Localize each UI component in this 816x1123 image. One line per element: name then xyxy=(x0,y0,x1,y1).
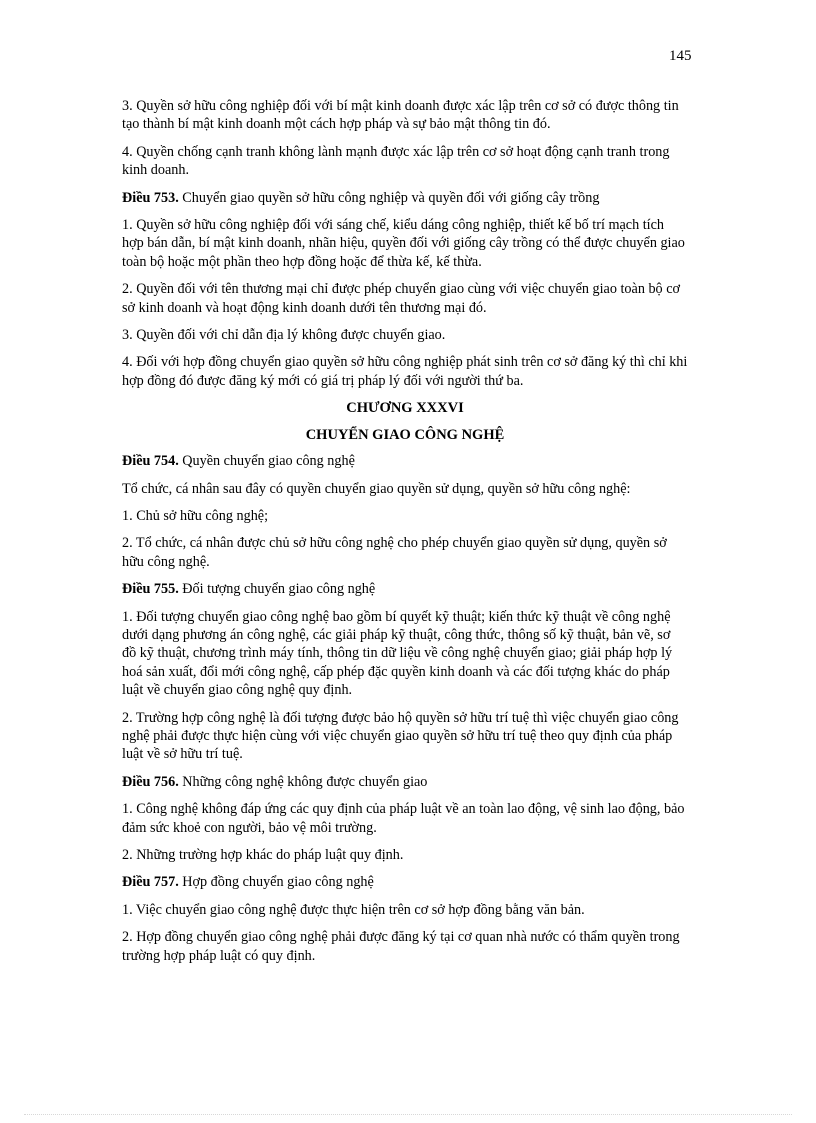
paragraph: 1. Việc chuyển giao công nghệ được thực hiện trên cơ sở hợp đồng bằng văn bản. xyxy=(122,901,585,918)
page-bottom-divider xyxy=(24,1114,792,1115)
article-number: Điều 757. xyxy=(122,874,179,891)
article-title: Những công nghệ không được chuyển giao xyxy=(182,773,428,790)
paragraph: 4. Đối với hợp đồng chuyển giao quyền sở hữu công nghiệp phát sinh trên cơ sở đăng ký thì chỉ khi hợp đồng đó được đăng ký mới có giá trị pháp lý đối với người thứ ba. xyxy=(122,354,688,389)
paragraph: 1. Đối tượng chuyển giao công nghệ bao gồm bí quyết kỹ thuật; kiến thức kỹ thuật về công nghệ dưới dạng phương án công nghệ, các giải pháp kỹ thuật, công thức, thông số kỹ thuật, bản vẽ, sơ đồ kỹ thuật, chương trình máy tính, thông tin dữ liệu về công nghệ chuyển giao; giải pháp hợp lý hoá sản xuất, đổi mới công nghệ, cấp phép đặc quyền kinh doanh và các đối tượng khác do pháp luật về chuyển giao công nghệ quy định. xyxy=(122,608,673,699)
paragraph: 2. Hợp đồng chuyển giao công nghệ phải được đăng ký tại cơ quan nhà nước có thẩm quyền trong trường hợp pháp luật có quy định. xyxy=(122,929,680,964)
article-number: Điều 754. xyxy=(122,453,179,470)
article-number: Điều 753. xyxy=(122,189,179,206)
article-number: Điều 756. xyxy=(122,773,179,790)
article-heading xyxy=(122,580,688,598)
article-heading xyxy=(122,452,688,470)
document-body xyxy=(122,97,688,974)
chapter-title: CHUYỂN GIAO CÔNG NGHỆ xyxy=(305,426,505,443)
article-heading xyxy=(122,189,688,207)
paragraph: 2. Những trường hợp khác do pháp luật quy định. xyxy=(122,847,404,863)
paragraph: 2. Trường hợp công nghệ là đối tượng được bảo hộ quyền sở hữu trí tuệ thì việc chuyển giao công nghệ phải được thực hiện cùng với việc chuyển giao quyền sở hữu trí tuệ theo quy định của pháp luật về sở hữu trí tuệ. xyxy=(122,709,679,763)
paragraph: 1. Chủ sở hữu công nghệ; xyxy=(122,507,269,524)
paragraph: 2. Tổ chức, cá nhân được chủ sở hữu công nghệ cho phép chuyển giao quyền sử dụng, quyền sở hữu công nghệ. xyxy=(122,535,667,570)
article-heading xyxy=(122,773,688,791)
article-title: Chuyển giao quyền sở hữu công nghiệp và quyền đối với giống cây trồng xyxy=(182,189,600,206)
paragraph: 1. Công nghệ không đáp ứng các quy định của pháp luật về an toàn lao động, vệ sinh lao động, bảo đảm sức khoẻ con người, bảo vệ môi trường. xyxy=(122,801,685,836)
page-number: 145 xyxy=(669,48,692,64)
paragraph: 1. Quyền sở hữu công nghiệp đối với sáng chế, kiểu dáng công nghiệp, thiết kế bố trí mạch tích hợp bán dẫn, bí mật kinh doanh, nhãn hiệu, quyền đối với giống cây trồng có thể được chuyển giao toàn bộ hoặc một phần theo hợp đồng hoặc để thừa kế, kế thừa. xyxy=(122,217,685,270)
article-title: Quyền chuyển giao công nghệ xyxy=(182,453,355,470)
article-number: Điều 755. xyxy=(122,581,179,598)
paragraph: Tổ chức, cá nhân sau đây có quyền chuyển giao quyền sử dụng, quyền sở hữu công nghệ: xyxy=(122,480,631,497)
article-title: Đối tượng chuyển giao công nghệ xyxy=(182,581,376,598)
article-heading xyxy=(122,873,688,891)
paragraph: 2. Quyền đối với tên thương mại chỉ được phép chuyển giao cùng với việc chuyển giao toàn bộ cơ sở kinh doanh và hoạt động kinh doanh dưới tên thương mại đó. xyxy=(122,281,680,316)
chapter-number: CHƯƠNG XXXVI xyxy=(346,400,464,417)
article-title: Hợp đồng chuyển giao công nghệ xyxy=(182,874,374,891)
paragraph: 3. Quyền đối với chỉ dẫn địa lý không được chuyển giao. xyxy=(122,327,446,344)
paragraph: 4. Quyền chống cạnh tranh không lành mạnh được xác lập trên cơ sở hoạt động cạnh tranh trong kinh doanh. xyxy=(122,143,670,179)
paragraph: 3. Quyền sở hữu công nghiệp đối với bí mật kinh doanh được xác lập trên cơ sở có được thông tin tạo thành bí mật kinh doanh một cách hợp pháp và sự bảo mật thông tin đó. xyxy=(122,98,679,133)
